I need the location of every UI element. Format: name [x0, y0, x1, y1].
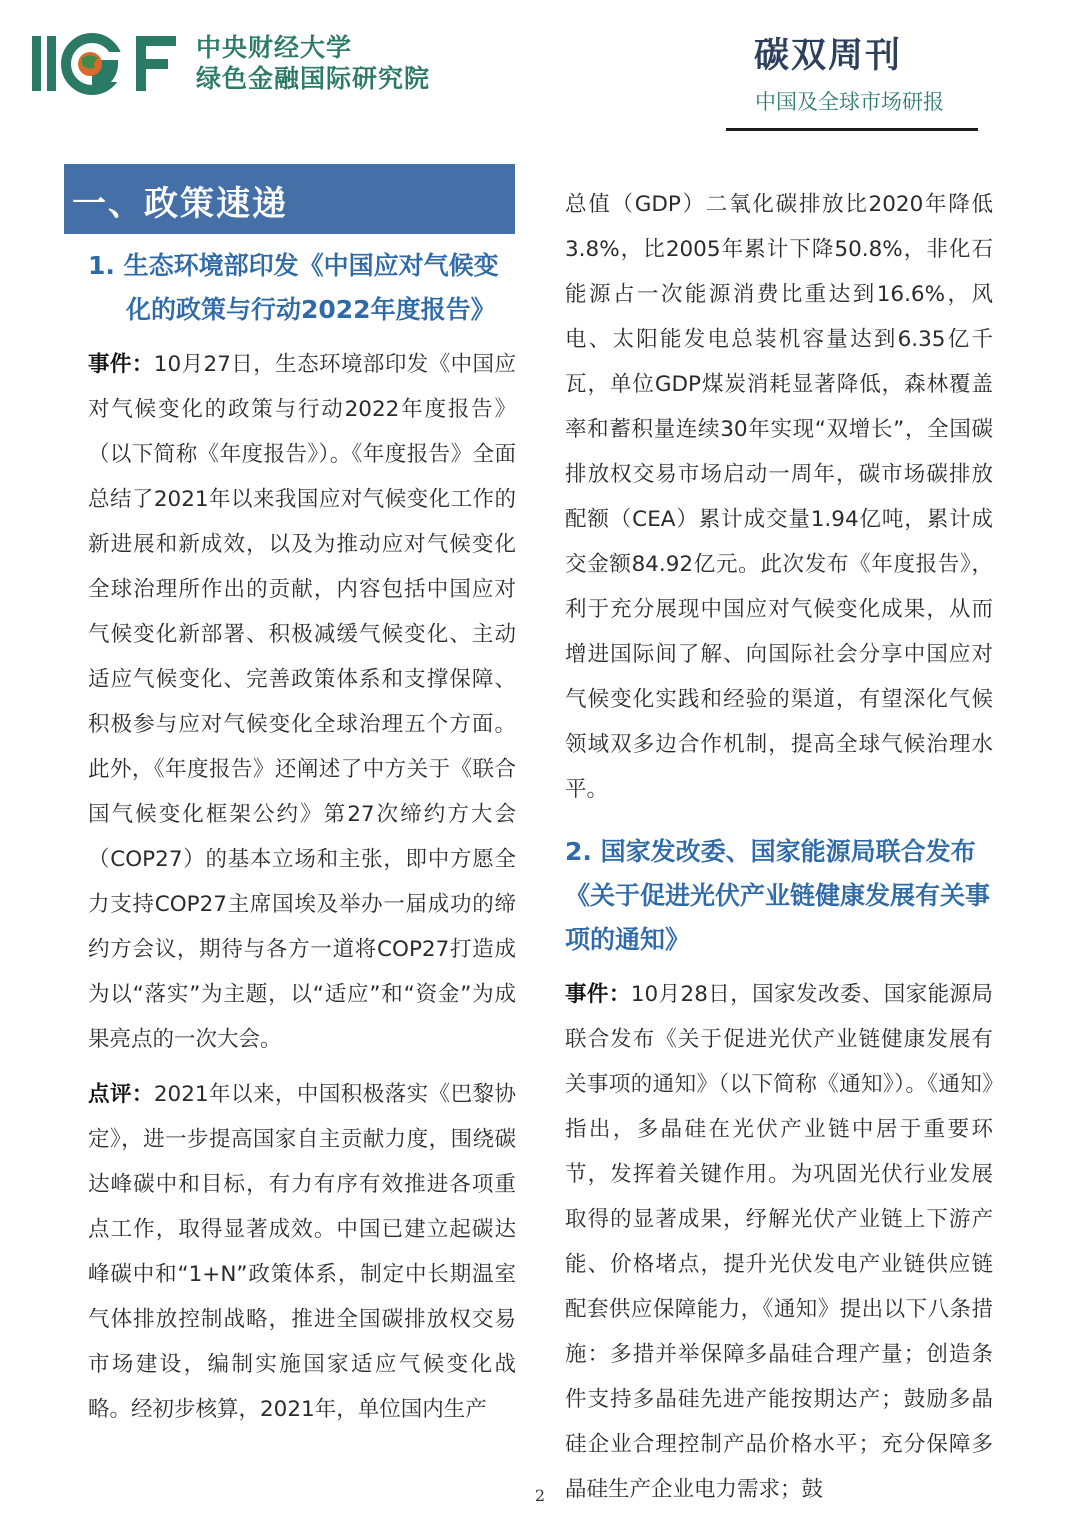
event-label: 事件：: [88, 352, 154, 377]
item1-event-paragraph: [88, 342, 516, 1062]
org-name-line1: 中央财经大学: [196, 33, 353, 62]
left-column: [88, 244, 516, 1432]
item2-event-paragraph: [565, 972, 993, 1512]
item2-event-text: 10月28日，国家发改委、国家能源局联合发布《关于促进光伏产业链健康发展有关事项的通知》（以下简称《通知》）。《通知》指出，多晶硅在光伏产业链中居于重要环节，发挥着关键作用。为巩固光伏行业发展取得的显著成果，纾解光伏产业链上下游产能、价格堵点，提升光伏发电产业链供应链配套供应保障能力，《通知》提出以下八条措施：多措并举保障多晶硅合理产量；创造条件支持多晶硅先进产能按期达产；鼓励多晶硅企业合理控制产品价格水平；充分保障多晶硅生产企业电力需求；鼓: [565, 982, 993, 1502]
section-banner: [64, 164, 515, 234]
page-number: 2: [534, 1486, 546, 1505]
iigf-logo: [32, 30, 182, 96]
item1-heading: 1. 生态环境部印发《中国应对气候变化的政策与行动2022年度报告》: [88, 251, 499, 324]
journal-subtitle: 中国及全球市场研报: [755, 90, 944, 114]
event-label: 事件：: [565, 982, 631, 1007]
item1-comment-text: 2021年以来，中国积极落实《巴黎协定》，进一步提高国家自主贡献力度，围绕碳达峰碳中和目标，有力有序有效推进各项重点工作，取得显著成效。中国已建立起碳达峰碳中和“1+N”政策体系，制定中长期温室气体排放控制战略，推进全国碳排放权交易市场建设，编制实施国家适应气候变化战略。经初步核算，2021年，单位国内生产: [88, 1082, 516, 1422]
item1-comment-continued: 总值（GDP）二氧化碳排放比2020年降低3.8%，比2005年累计下降50.8%，非化石能源占一次能源消费比重达到16.6%，风电、太阳能发电总装机容量达到6.35亿千瓦，单位GDP煤炭消耗显著降低，森林覆盖率和蓄积量连续30年实现“双增长”，全国碳排放权交易市场启动一周年，碳市场碳排放配额（CEA）累计成交量1.94亿吨，累计成交金额84.92亿元。此次发布《年度报告》，利于充分展现中国应对气候变化成果，从而增进国际间了解、向国际社会分享中国应对气候变化实践和经验的渠道，有望深化气候领域双多边合作机制，提高全球气候治理水平。: [565, 192, 993, 802]
header-divider: [726, 128, 978, 131]
organization-name: [196, 32, 430, 94]
item2-heading: 2. 国家发改委、国家能源局联合发布《关于促进光伏产业链健康发展有关事项的通知》: [565, 837, 991, 954]
right-column: [565, 182, 993, 1512]
section-title: 一、政策速递: [72, 184, 288, 224]
org-name-line2: 绿色金融国际研究院: [196, 64, 431, 93]
item1-event-text: 10月27日，生态环境部印发《中国应对气候变化的政策与行动2022年度报告》（以下简称《年度报告》）。《年度报告》全面总结了2021年以来我国应对气候变化工作的新进展和新成效，以及为推动应对气候变化全球治理所作出的贡献，内容包括中国应对气候变化新部署、积极减缓气候变化、主动适应气候变化、完善政策体系和支撑保障、积极参与应对气候变化全球治理五个方面。此外，《年度报告》还阐述了中方关于《联合国气候变化框架公约》第27次缔约方大会（COP27）的基本立场和主张，即中方愿全力支持COP27主席国埃及举办一届成功的缔约方会议，期待与各方一道将COP27打造成为以“落实”为主题，以“适应”和“资金”为成果亮点的一次大会。: [88, 352, 516, 1052]
comment-label: 点评：: [88, 1082, 154, 1107]
journal-title: 碳双周刊: [754, 36, 903, 76]
item1-comment-paragraph: [88, 1072, 516, 1432]
